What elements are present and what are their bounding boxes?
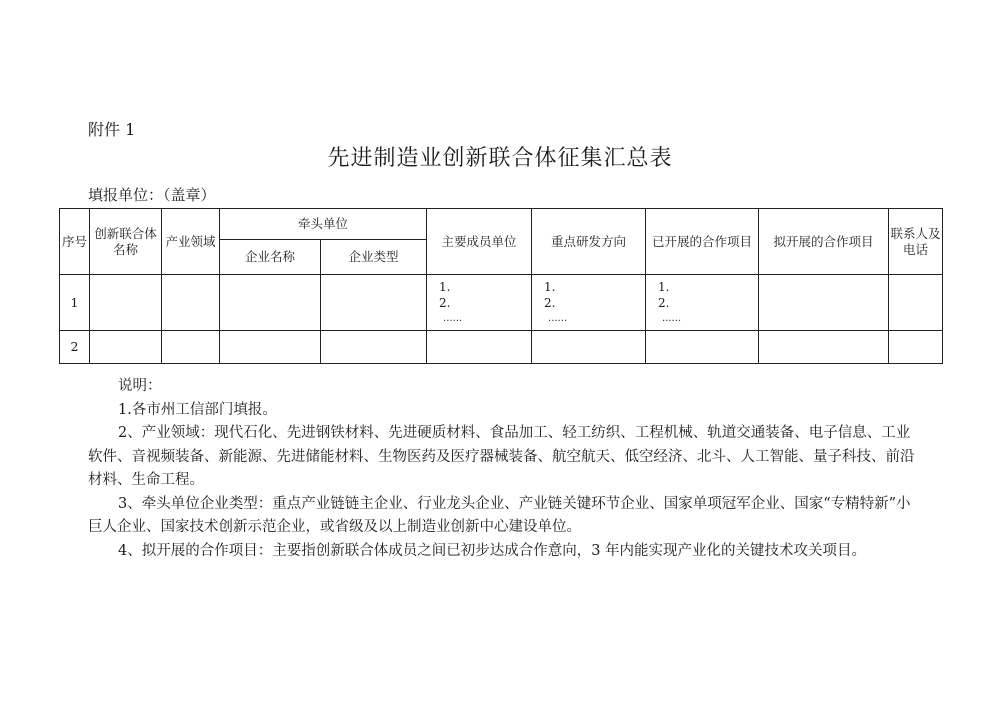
cell-rd-direction <box>532 331 646 364</box>
fill-unit-label: 填报单位：（盖章） <box>88 186 216 204</box>
header-planned-projects: 拟开展的合作项目 <box>759 209 889 275</box>
note-item: 4、拟开展的合作项目：主要指创新联合体成员之间已初步达成合作意向，3 年内能实现产业化的关键技术攻关项目。 <box>118 542 867 559</box>
summary-table <box>59 208 943 364</box>
cell-company-type <box>321 331 427 364</box>
table-row <box>60 275 943 331</box>
list-ellipsis: ...... <box>548 313 568 324</box>
cell-planned-projects <box>759 331 889 364</box>
header-consortium-name: 创新联合体名称 <box>90 209 162 275</box>
cell-company-type <box>321 275 427 331</box>
table-header-row <box>60 209 943 240</box>
cell-company-name <box>220 275 321 331</box>
attachment-label: 附件 1 <box>88 120 136 139</box>
note-item: 3、牵头单位企业类型：重点产业链链主企业、行业龙头企业、产业链关键环节企业、国家单项冠军企业、国家“专精特新”小巨人企业、国家技术创新示范企业，或省级及以上制造业创新中心建设单位。 <box>88 495 911 535</box>
cell-members <box>427 331 532 364</box>
header-company-type: 企业类型 <box>321 240 427 275</box>
cell-industry <box>162 275 220 331</box>
cell-company-name <box>220 331 321 364</box>
cell-contact <box>889 275 943 331</box>
notes-heading: 说明： <box>118 378 162 394</box>
list-line: 2. <box>658 296 670 310</box>
list-ellipsis: ...... <box>443 313 463 324</box>
list-line: 2. <box>439 296 451 310</box>
header-industry: 产业领域 <box>162 209 220 275</box>
table-row <box>60 331 943 364</box>
cell-planned-projects <box>759 275 889 331</box>
document-title: 先进制造业创新联合体征集汇总表 <box>327 146 673 171</box>
list-ellipsis: ...... <box>662 313 682 324</box>
cell-members <box>427 275 532 331</box>
cell-industry <box>162 331 220 364</box>
cell-consortium-name <box>90 331 162 364</box>
list-line: 1. <box>658 280 670 294</box>
header-lead-unit: 牵头单位 <box>220 209 427 240</box>
row-seq: 2 <box>60 331 90 364</box>
header-contact: 联系人及电话 <box>889 209 943 275</box>
list-line: 2. <box>544 296 556 310</box>
header-rd-direction: 重点研发方向 <box>532 209 646 275</box>
note-item: 1.各市州工信部门填报。 <box>118 401 277 418</box>
row-seq: 1 <box>60 275 90 331</box>
list-line: 1. <box>544 280 556 294</box>
note-item: 2、产业领域：现代石化、先进钢铁材料、先进硬质材料、食品加工、轻工纺织、工程机械、轨道交通装备、电子信息、工业软件、音视频装备、新能源、先进储能材料、生物医药及医疗器械装备、航空航天、低空经济、北斗、人工智能、量子科技、前沿材料、生命工程。 <box>88 425 915 488</box>
header-existing-projects: 已开展的合作项目 <box>646 209 759 275</box>
cell-existing-projects <box>646 275 759 331</box>
cell-contact <box>889 331 943 364</box>
header-members: 主要成员单位 <box>427 209 532 275</box>
cell-consortium-name <box>90 275 162 331</box>
header-company-name: 企业名称 <box>220 240 321 275</box>
cell-rd-direction <box>532 275 646 331</box>
notes-section <box>88 375 918 563</box>
header-seq: 序号 <box>60 209 90 275</box>
list-line: 1. <box>439 280 451 294</box>
cell-existing-projects <box>646 331 759 364</box>
